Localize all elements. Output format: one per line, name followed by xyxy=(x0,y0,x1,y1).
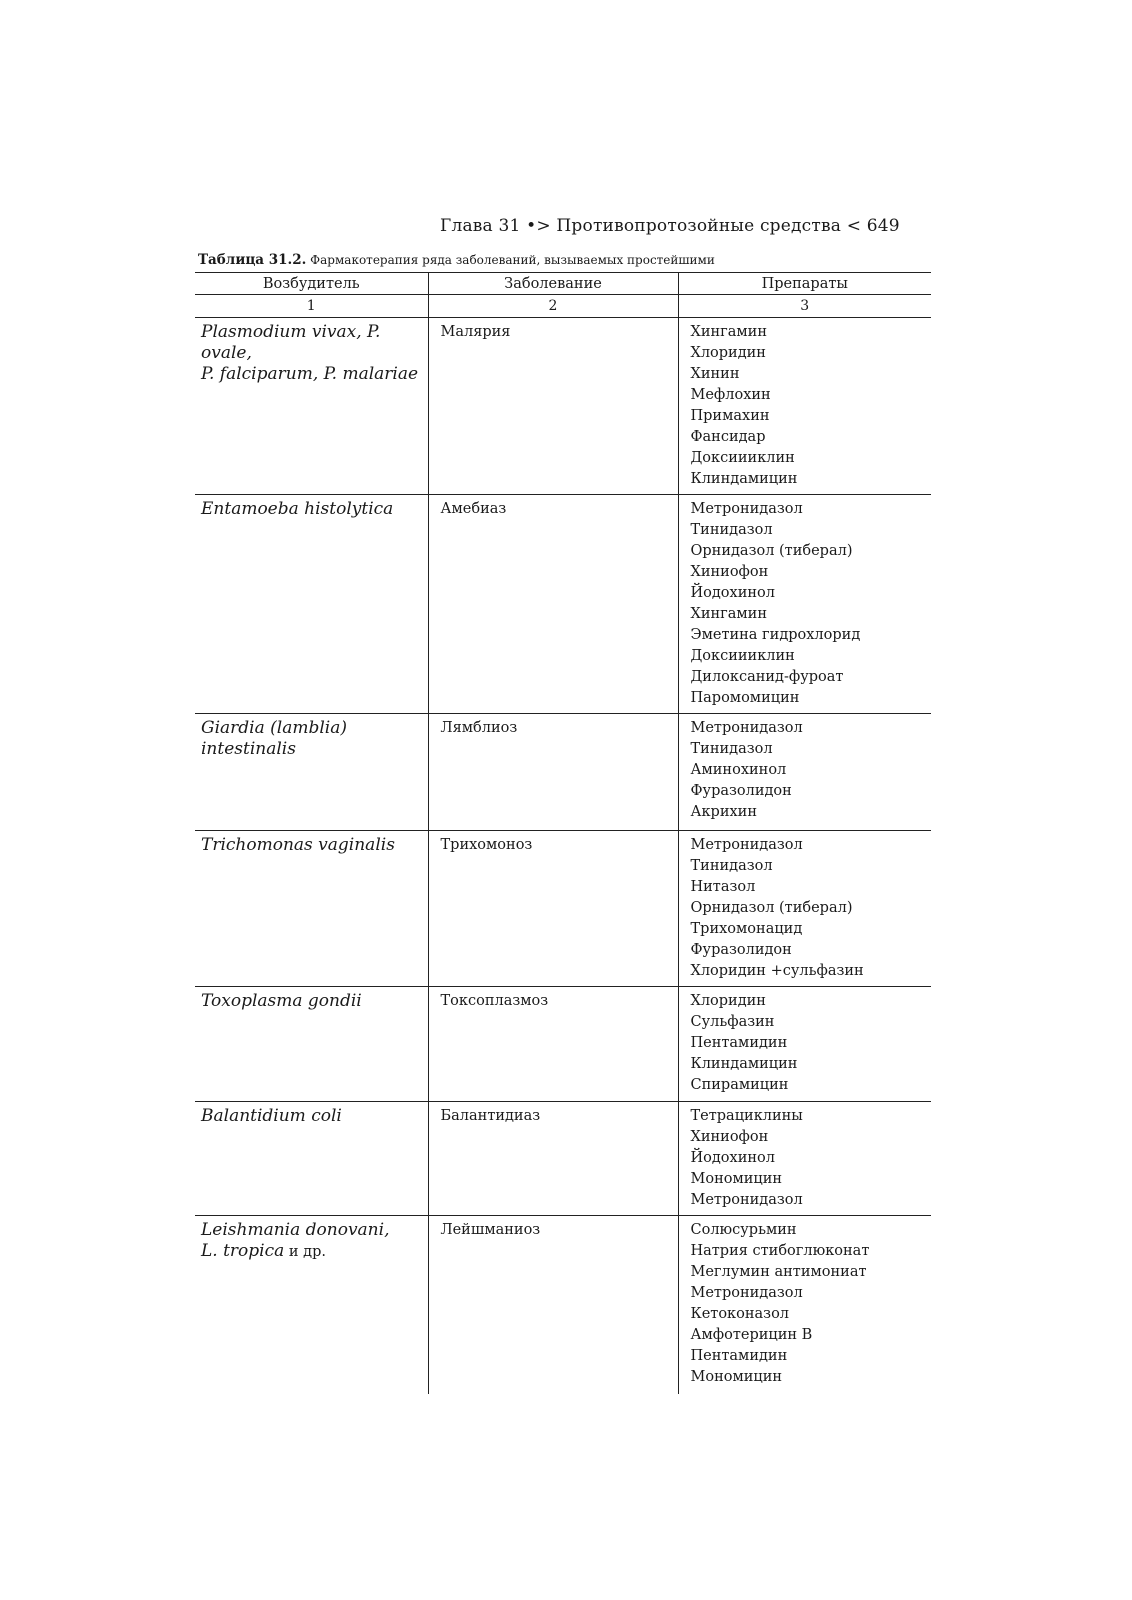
agent-name: Trichomonas vaginalis xyxy=(201,835,395,855)
drug-name: Хингамин xyxy=(690,324,768,340)
drug-name: Эметина гидрохлорид xyxy=(690,627,861,643)
drug-name: Пентамидин xyxy=(690,1348,788,1364)
drugs-cell xyxy=(678,1102,931,1216)
drug-name: Хлоридин xyxy=(690,345,766,361)
disease-cell: Токсоплазмоз xyxy=(428,987,678,1102)
agent-name: Leishmania donovani, xyxy=(201,1220,390,1240)
drug-name: Орнидазол (тиберал) xyxy=(690,900,853,916)
drug-name: Акрихин xyxy=(690,804,757,820)
drug-name: Тинидазол xyxy=(690,741,773,757)
disease-cell: Лямблиоз xyxy=(428,714,678,831)
table-row xyxy=(195,714,931,831)
drug-name: Хиниофон xyxy=(690,1129,769,1145)
drug-name: Доксиииклин xyxy=(690,648,795,664)
agent-name: Giardia (lamblia) intestinalis xyxy=(201,718,347,759)
drug-name: Клиндамицин xyxy=(690,471,798,487)
table-row xyxy=(195,495,931,714)
disease-cell: Балантидиаз xyxy=(428,1102,678,1216)
agent-cell xyxy=(195,1102,428,1216)
drug-name: Метронидазол xyxy=(690,1192,803,1208)
drugs-cell xyxy=(678,495,931,714)
drug-name: Метронидазол xyxy=(690,837,803,853)
agent-name: Balantidium coli xyxy=(201,1106,342,1126)
column-number: 2 xyxy=(428,295,678,318)
agent-name: Entamoeba histolytica xyxy=(201,499,394,519)
header-disease: Заболевание xyxy=(428,273,678,295)
table-caption-label: Таблица 31.2. xyxy=(198,252,307,268)
drugs-cell xyxy=(678,714,931,831)
table-row xyxy=(195,1216,931,1395)
drug-name: Фансидар xyxy=(690,429,766,445)
table-caption xyxy=(198,252,715,268)
drug-name: Йодохинол xyxy=(690,585,775,601)
drug-name: Мефлохин xyxy=(690,387,771,403)
drug-name: Метронидазол xyxy=(690,720,803,736)
drug-name: Паромомицин xyxy=(690,690,800,706)
table-body xyxy=(195,318,931,1395)
drug-name: Тетрациклины xyxy=(690,1108,803,1124)
header-row xyxy=(195,273,931,295)
disease-cell: Амебиаз xyxy=(428,495,678,714)
drug-name: Мономицин xyxy=(690,1171,783,1187)
drug-name: Хиниофон xyxy=(690,564,769,580)
drug-name: Тинидазол xyxy=(690,858,773,874)
table-caption-text: Фармакотерапия ряда заболеваний, вызываемых простейшими xyxy=(310,253,715,267)
agent-cell xyxy=(195,318,428,495)
drug-name: Метронидазол xyxy=(690,501,803,517)
drug-name: Хинин xyxy=(690,366,740,382)
drug-name: Орнидазол (тиберал) xyxy=(690,543,853,559)
agent-name: Plasmodium vivax, P. ovale, xyxy=(201,322,381,363)
disease-cell: Лейшманиоз xyxy=(428,1216,678,1395)
drug-name: Примахин xyxy=(690,408,770,424)
drugs-cell xyxy=(678,318,931,495)
column-number-row xyxy=(195,295,931,318)
drug-name: Трихомонацид xyxy=(690,921,803,937)
drug-name: Амфотерицин В xyxy=(690,1327,813,1343)
table-row xyxy=(195,1102,931,1216)
pharmacotherapy-table xyxy=(195,272,931,1394)
column-number: 3 xyxy=(678,295,931,318)
disease-cell: Малярия xyxy=(428,318,678,495)
drug-name: Натрия стибоглюконат xyxy=(690,1243,870,1259)
agent-cell xyxy=(195,495,428,714)
drug-name: Метронидазол xyxy=(690,1285,803,1301)
drug-name: Кетоконазол xyxy=(690,1306,790,1322)
agent-name: L. tropica xyxy=(201,1241,285,1261)
drug-name: Меглумин антимониат xyxy=(690,1264,867,1280)
agent-suffix: и др. xyxy=(284,1244,326,1260)
drug-name: Солюсурьмин xyxy=(690,1222,797,1238)
disease-cell: Трихомоноз xyxy=(428,831,678,987)
agent-cell xyxy=(195,831,428,987)
drugs-cell xyxy=(678,1216,931,1395)
table-row xyxy=(195,831,931,987)
drugs-cell xyxy=(678,831,931,987)
column-number: 1 xyxy=(195,295,428,318)
drug-name: Хингамин xyxy=(690,606,768,622)
agent-cell xyxy=(195,714,428,831)
agent-cell xyxy=(195,1216,428,1395)
drug-name: Пентамидин xyxy=(690,1035,788,1051)
agent-name: P. falciparum, P. malariae xyxy=(201,364,419,384)
table-row xyxy=(195,987,931,1102)
drug-name: Нитазол xyxy=(690,879,756,895)
drug-name: Спирамицин xyxy=(690,1077,789,1093)
drug-name: Йодохинол xyxy=(690,1150,775,1166)
table-head xyxy=(195,273,931,318)
drugs-cell xyxy=(678,987,931,1102)
drug-name: Фуразолидон xyxy=(690,942,792,958)
agent-cell xyxy=(195,987,428,1102)
drug-name: Дилоксанид-фуроат xyxy=(690,669,844,685)
drug-name: Хлоридин +сульфазин xyxy=(690,963,864,979)
header-drugs: Препараты xyxy=(678,273,931,295)
header-agent: Возбудитель xyxy=(195,273,428,295)
agent-name: Toxoplasma gondii xyxy=(201,991,362,1011)
running-head: Глава 31 •> Противопротозойные средства < 649 xyxy=(440,216,900,236)
drug-name: Тинидазол xyxy=(690,522,773,538)
drug-name: Доксиииклин xyxy=(690,450,795,466)
drug-name: Фуразолидон xyxy=(690,783,792,799)
drug-name: Аминохинол xyxy=(690,762,787,778)
drug-name: Мономицин xyxy=(690,1369,783,1385)
drug-name: Клиндамицин xyxy=(690,1056,798,1072)
drug-name: Хлоридин xyxy=(690,993,766,1009)
drug-name: Сульфазин xyxy=(690,1014,775,1030)
table-row xyxy=(195,318,931,495)
